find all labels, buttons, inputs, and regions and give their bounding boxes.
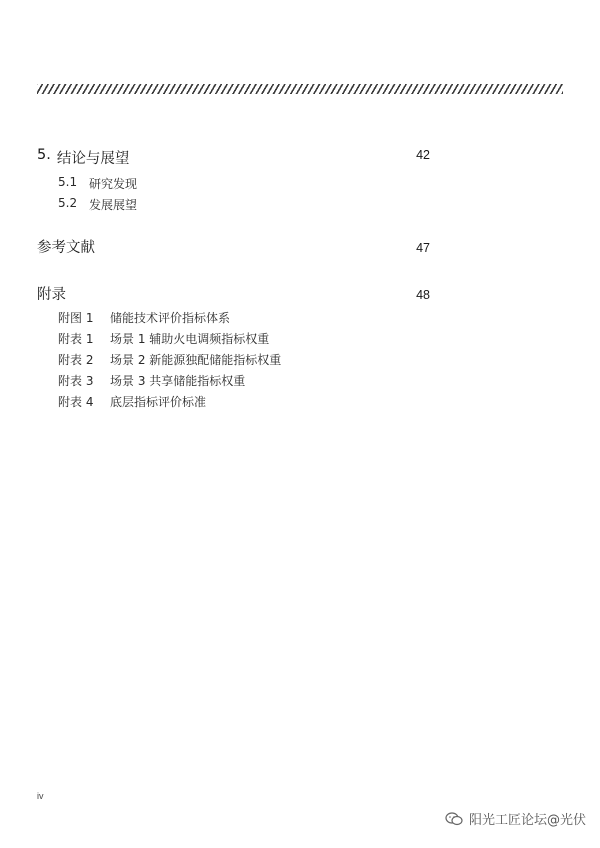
- toc-section-5[interactable]: [37, 147, 430, 168]
- appendix-title: 场景 1 辅助火电调频指标权重: [110, 332, 270, 346]
- appendix-title: 底层指标评价标准: [110, 395, 207, 409]
- subsection-title: 研究发现: [89, 177, 138, 191]
- wechat-icon: [445, 812, 463, 826]
- section-title: 附录: [37, 287, 66, 303]
- subsection-title: 发展展望: [89, 198, 138, 212]
- section-page: 47: [416, 241, 430, 255]
- toc-appendix-item[interactable]: [58, 309, 230, 326]
- appendix-code: 附表 3: [58, 374, 94, 388]
- decorative-hatch-divider: [37, 84, 563, 94]
- toc-subsection-5-2[interactable]: [58, 196, 137, 213]
- page-number: iv: [37, 791, 44, 801]
- appendix-title: 储能技术评价指标体系: [110, 311, 231, 325]
- toc-appendix-item[interactable]: [58, 351, 281, 368]
- appendix-code: 附图 1: [58, 311, 94, 325]
- section-page: 48: [416, 288, 430, 302]
- section-number: 5.: [37, 147, 51, 163]
- toc-section-references[interactable]: [37, 236, 430, 257]
- toc-subsection-5-1[interactable]: [58, 175, 137, 192]
- subsection-code: 5.2: [58, 196, 78, 210]
- appendix-code: 附表 1: [58, 332, 94, 346]
- appendix-code: 附表 2: [58, 353, 94, 367]
- toc-appendix-item[interactable]: [58, 330, 269, 347]
- appendix-code: 附表 4: [58, 395, 94, 409]
- toc-appendix-item[interactable]: [58, 393, 206, 410]
- toc-appendix-item[interactable]: [58, 372, 245, 389]
- appendix-title: 场景 3 共享储能指标权重: [110, 374, 246, 388]
- section-title: 结论与展望: [56, 151, 130, 167]
- watermark-text: 阳光工匠论坛@光伏: [468, 813, 586, 828]
- section-page: 42: [416, 148, 430, 162]
- section-title: 参考文献: [37, 240, 95, 256]
- watermark: [445, 809, 586, 828]
- subsection-code: 5.1: [58, 175, 78, 189]
- toc-section-appendix[interactable]: [37, 283, 430, 304]
- appendix-title: 场景 2 新能源独配储能指标权重: [110, 353, 282, 367]
